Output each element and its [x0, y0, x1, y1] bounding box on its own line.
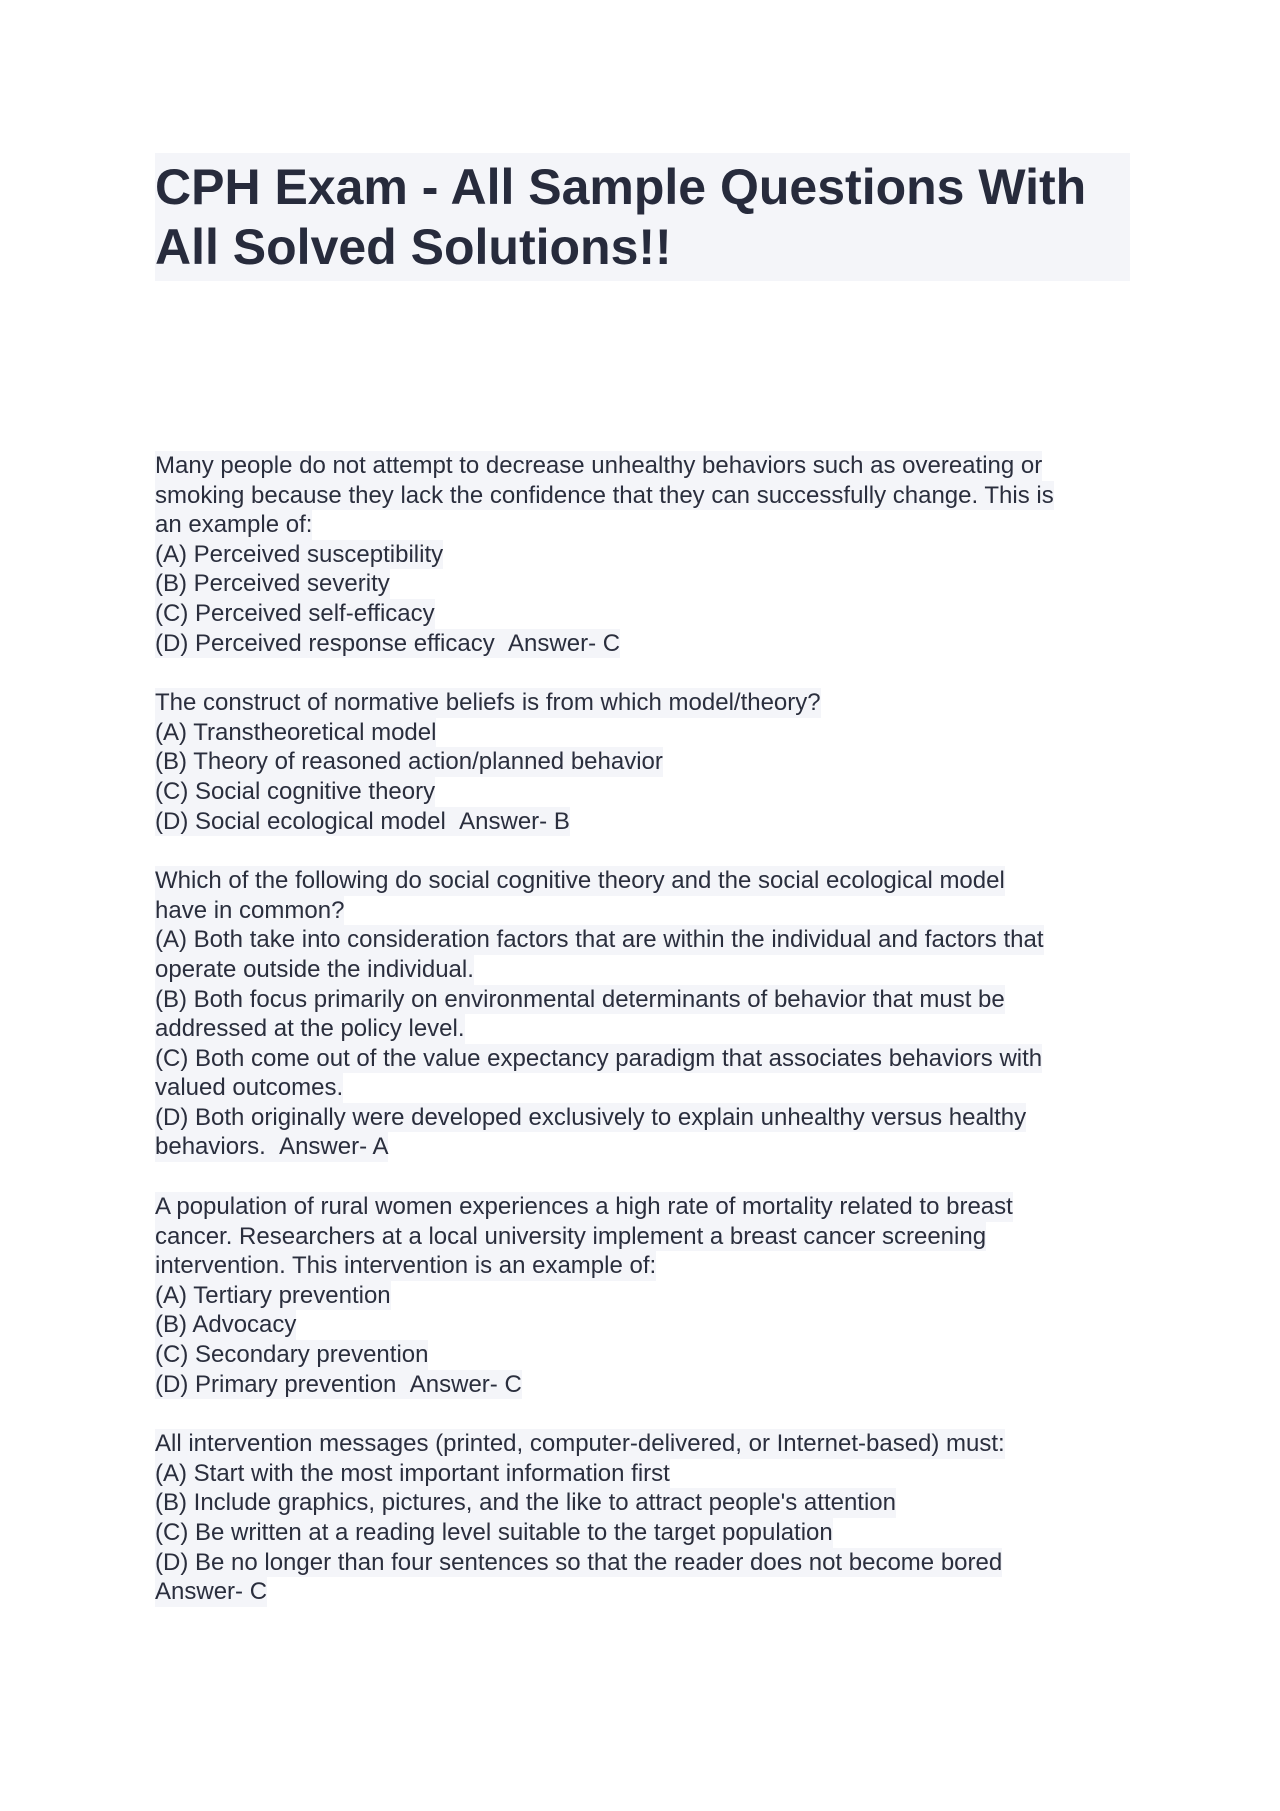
answer-option [155, 985, 1005, 1015]
answer-option [155, 1488, 896, 1518]
question-stem-line: Which of the following do social cognitive theory and the social ecological model [155, 867, 1005, 895]
question-stem-line: an example of: [155, 511, 313, 539]
answer-option [155, 955, 474, 985]
answer-option-text: addressed at the policy level. [155, 1015, 465, 1043]
answer-option-text: (C) Be written at a reading level suitable to the target population [155, 1519, 833, 1546]
answer-option [155, 1310, 296, 1340]
answer-option [155, 540, 443, 570]
answer-option-text: (B) Theory of reasoned action/planned behavior [155, 748, 663, 776]
question-block [155, 866, 1130, 1162]
answer-option [155, 1281, 391, 1311]
answer-option [155, 1459, 670, 1489]
answer-option [155, 718, 436, 748]
answer-option-text: (A) Transtheoretical model [155, 718, 437, 746]
answer-key: Answer- C [155, 1578, 268, 1606]
answer-option-text: behaviors. [155, 1133, 266, 1161]
answer-option-text: (D) Both originally were developed exclusively to explain unhealthy versus healthy [155, 1103, 1027, 1131]
title-line-1: CPH Exam - All Sample Questions With [155, 159, 1087, 215]
question-stem-line: smoking because they lack the confidence that they can successfully change. This is [155, 481, 1054, 509]
answer-option-text: (C) Secondary prevention [155, 1341, 429, 1369]
answer-option-text: operate outside the individual. [155, 955, 474, 983]
answer-option-text: (B) Advocacy [155, 1311, 297, 1339]
answer-option-text: (C) Perceived self-efficacy [155, 599, 435, 627]
answer-option [155, 1548, 1002, 1578]
question-stem-line: All intervention messages (printed, computer-delivered, or Internet-based) must: [155, 1430, 1005, 1458]
answer-option [155, 599, 435, 629]
question-list [155, 451, 1130, 1637]
answer-option-text: (C) Both come out of the value expectancy paradigm that associates behaviors with [155, 1044, 1043, 1072]
question-stem-line: have in common? [155, 896, 345, 924]
question-stem-line: A population of rural women experiences a high rate of mortality related to breast [155, 1193, 1013, 1221]
answer-key: Answer- C [508, 629, 621, 657]
question-block [155, 1192, 1130, 1399]
answer-option [155, 1103, 1026, 1133]
answer-option [155, 1044, 1042, 1074]
answer-option [155, 747, 663, 777]
answer-option-text: (B) Include graphics, pictures, and the like to attract people's attention [155, 1489, 896, 1517]
question-block [155, 1429, 1130, 1607]
answer-option-text: (D) Perceived response efficacy [155, 629, 495, 657]
document-page [155, 153, 1130, 1606]
question-block [155, 451, 1130, 658]
answer-option-text: (C) Social cognitive theory [155, 777, 436, 805]
answer-option-text: (A) Tertiary prevention [155, 1281, 391, 1309]
answer-option [155, 569, 390, 599]
answer-option-text: (B) Both focus primarily on environmental determinants of behavior that must be [155, 985, 1005, 1013]
answer-option-text: (B) Perceived severity [155, 570, 390, 598]
answer-option-text: (D) Be no longer than four sentences so that the reader does not become bored [155, 1548, 1003, 1576]
answer-option-text: (A) Perceived susceptibility [155, 540, 444, 568]
question-block [155, 688, 1130, 836]
answer-option [155, 1370, 522, 1400]
answer-option [155, 629, 620, 659]
answer-option-text: (A) Start with the most important information first [155, 1459, 670, 1487]
answer-option-text: (A) Both take into consideration factors that are within the individual and factors that [155, 926, 1044, 954]
title-line-2: All Solved Solutions!! [155, 219, 672, 275]
answer-option [155, 1073, 343, 1103]
answer-option [155, 1518, 833, 1548]
answer-option-text: valued outcomes. [155, 1074, 344, 1102]
answer-option [155, 1014, 465, 1044]
answer-option-text: (D) Social ecological model [155, 807, 446, 835]
answer-key: Answer- A [279, 1133, 389, 1161]
question-stem-line: cancer. Researchers at a local university implement a breast cancer screening [155, 1222, 987, 1250]
answer-option [155, 777, 435, 807]
answer-option [155, 1340, 428, 1370]
answer-key: Answer- B [459, 807, 570, 835]
question-stem-line: Many people do not attempt to decrease unhealthy behaviors such as overeating or [155, 452, 1043, 479]
question-stem-line: The construct of normative beliefs is from which model/theory? [155, 689, 821, 717]
answer-option [155, 1132, 388, 1162]
answer-option-text: (D) Primary prevention [155, 1370, 397, 1398]
answer-option [155, 925, 1044, 955]
document-title [155, 153, 1130, 281]
question-stem-line: intervention. This intervention is an example of: [155, 1252, 657, 1280]
answer-option [155, 807, 570, 837]
answer-key: Answer- C [409, 1370, 522, 1398]
